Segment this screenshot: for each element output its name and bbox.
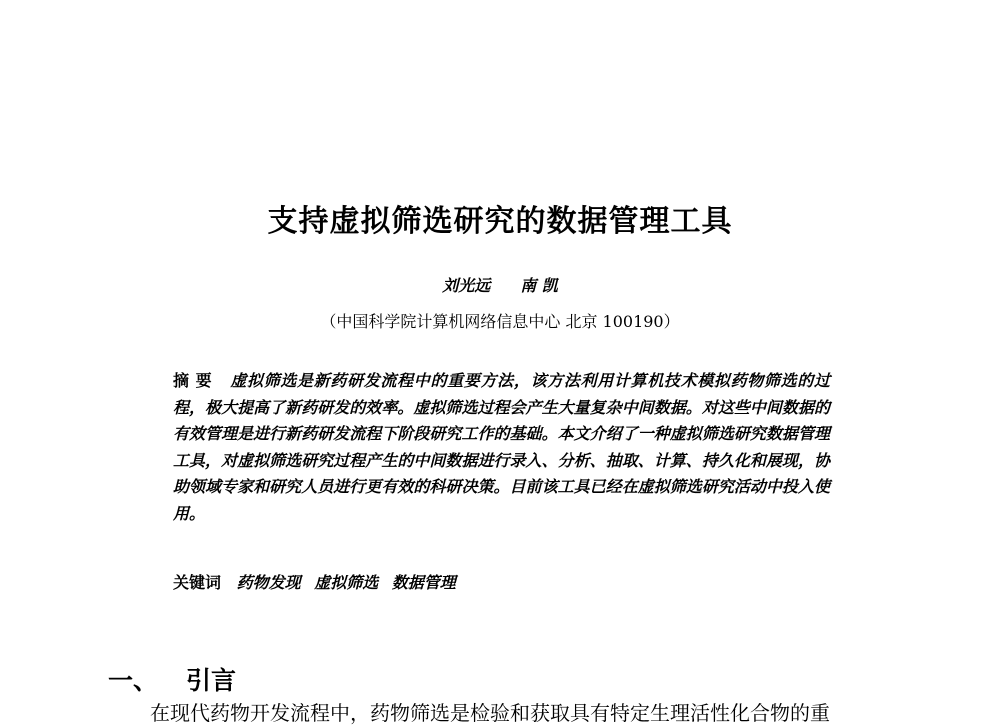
section-heading — [108, 661, 236, 697]
section-number: 一、 — [108, 666, 159, 695]
keywords — [173, 570, 830, 593]
abstract — [173, 368, 830, 527]
author-name: 刘光远 — [442, 276, 491, 295]
paper-title: 支持虚拟筛选研究的数据管理工具 — [267, 204, 733, 239]
abstract-text: 虚拟筛选是新药研发流程中的重要方法，该方法利用计算机技术模拟药物筛选的过程，极大提高了新药研发的效率。虚拟筛选过程会产生大量复杂中间数据。对这些中间数据的有效管理是进行新药研发流程下阶段研究工作的基础。本文介绍了一种虚拟筛选研究数据管理工具，对虚拟筛选研究过程产生的中间数据进行录入、分析、抽取、计算、持久化和展现，协助领域专家和研究人员进行更有效的科研决策。目前该工具已经在虚拟筛选研究活动中投入使用。 — [173, 371, 830, 523]
keywords-label: 关键词 — [173, 573, 222, 592]
abstract-label: 摘要 — [173, 371, 219, 390]
author-list — [0, 273, 1000, 296]
affiliation: （中国科学院计算机网络信息中心 北京 100190） — [320, 312, 680, 331]
keyword: 药物发现 — [236, 573, 301, 592]
keyword: 虚拟筛选 — [314, 573, 379, 592]
section-title: 引言 — [186, 666, 237, 695]
keyword: 数据管理 — [391, 573, 456, 592]
author-name: 南 凯 — [520, 276, 558, 295]
body-paragraph: 在现代药物开发流程中，药物筛选是检验和获取具有特定生理活性化合物的重 — [150, 701, 830, 725]
